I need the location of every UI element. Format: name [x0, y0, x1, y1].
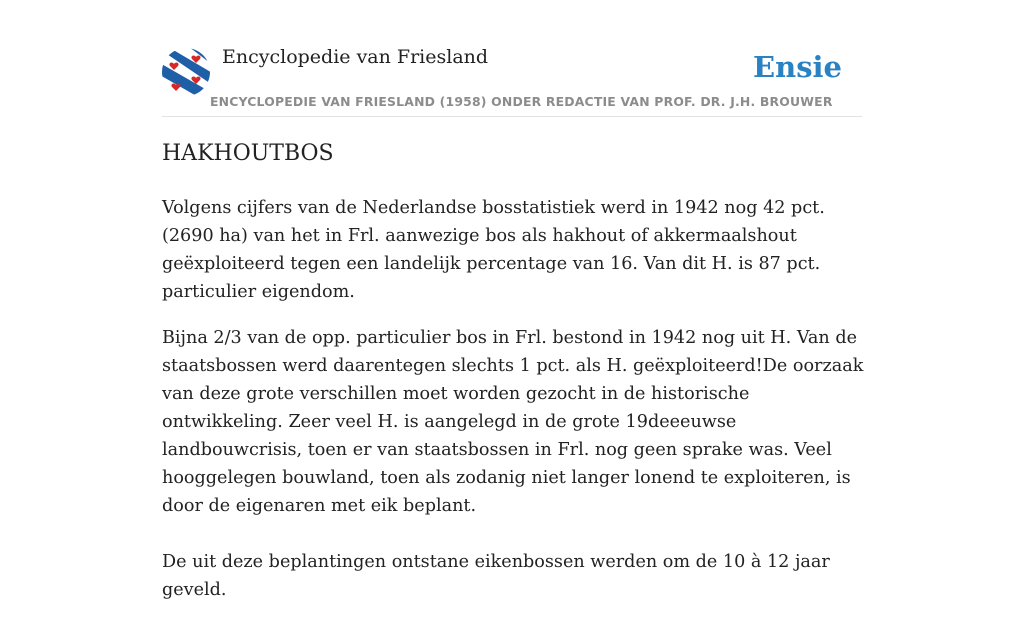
article-paragraph: De uit deze beplantingen ontstane eikenbossen werden om de 10 à 12 jaar geveld. [162, 552, 830, 600]
article-paragraph: Bijna 2/3 van de opp. particulier bos in Frl. bestond in 1942 nog uit H. Van de staatsbossen werd daarentegen slechts 1 pct. als H. geëxploiteerd!De oorzaak van deze grote verschillen moet worden gezocht in de historische ontwikkeling. Zeer veel H. is aangelegd in de grote 19deeeuwse landbouwcrisis, toen er van staatsbossen in Frl. nog geen sprake was. Veel hooggelegen bouwland, toen als zodanig niet langer lonend te exploiteren, is door de eigenaren met eik beplant. [162, 328, 864, 516]
frisian-flag-icon[interactable] [162, 48, 210, 96]
article-content [162, 138, 872, 622]
site-title[interactable]: Encyclopedie van Friesland [222, 46, 489, 68]
article-paragraph: Volgens cijfers van de Nederlandse bosstatistiek werd in 1942 nog 42 pct. (2690 ha) van het in Frl. aanwezige bos als hakhout of akkermaalshout geëxploiteerd tegen een landelijk percentage van 16. Van dit H. is 87 pct. particulier eigendom. [162, 198, 825, 302]
site-header [162, 46, 862, 117]
article-title: HAKHOUTBOS [162, 141, 334, 166]
encyclopedia-subtitle: ENCYCLOPEDIE VAN FRIESLAND (1958) ONDER REDACTIE VAN PROF. DR. J.H. BROUWER [210, 94, 833, 109]
ensie-brand-link[interactable]: Ensie [753, 50, 842, 84]
